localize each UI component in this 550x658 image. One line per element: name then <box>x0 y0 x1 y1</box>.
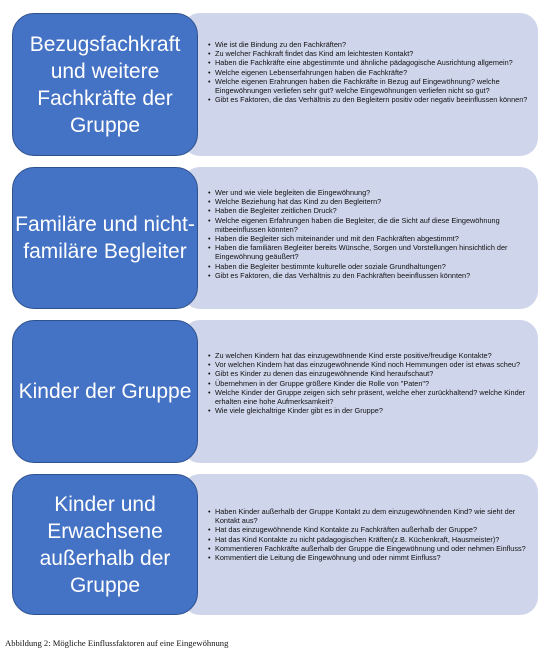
group-1 <box>12 13 538 156</box>
question-item: • Welche Beziehung hat das Kind zu den Begleitern? <box>208 197 528 206</box>
group-4 <box>12 474 538 615</box>
question-item: • Gibt es Faktoren, die das Verhältnis zu den Fachkräften beeinflussen könnten? <box>208 271 528 280</box>
group-2-title: Familäre und nicht-familäre Begleiter <box>15 213 195 263</box>
question-item: • Welche Kinder der Gruppe zeigen sich sehr präsent, welche eher zurückhaltend? welche Kinder erhalten eine hohe Aufmerksamkeit? <box>208 388 528 406</box>
group-3-questions-panel <box>182 320 538 463</box>
group-1-title: Bezugsfachkraft und weitere Fachkräfte der Gruppe <box>29 32 181 137</box>
question-item: • Welche eigenen Lebenserfahrungen haben die Fachkräfte? <box>208 68 528 77</box>
question-item: • Übernehmen in der Gruppe größere Kinder die Rolle von "Paten"? <box>208 379 528 388</box>
question-item: • Hat das einzugewöhnende Kind Kontakte zu Fachkräften außerhalb der Gruppe? <box>208 525 528 534</box>
question-item: • Haben die Begleiter sich miteinander und mit den Fachkräften abgestimmt? <box>208 234 528 243</box>
group-3 <box>12 320 538 463</box>
group-4-question-list <box>208 507 528 562</box>
question-item: • Welche eigenen Erfahrungen haben die Begleiter, die die Sicht auf diese Eingewöhnung mitbeeinflussen könnten? <box>208 216 528 234</box>
group-3-title: Kinder der Gruppe <box>18 380 192 403</box>
group-3-title-box <box>12 320 198 463</box>
group-4-title-box <box>12 474 198 615</box>
group-2-question-list <box>208 188 528 280</box>
group-4-title: Kinder und Erwachsene außerhalb der Gruppe <box>39 492 171 597</box>
question-item: • Haben die Fachkräfte eine abgestimmte und ähnliche pädagogische Ausrichtung allgemein? <box>208 58 528 67</box>
question-item: • Haben Kinder außerhalb der Gruppe Kontakt zu dem einzugewöhnenden Kind? wie sieht der Kontakt aus? <box>208 507 528 525</box>
group-1-questions-panel <box>182 13 538 156</box>
question-item: • Kommentieren Fachkräfte außerhalb der Gruppe die Eingewöhnung und oder nehmen Einfluss? <box>208 544 528 553</box>
group-1-question-list <box>208 40 528 104</box>
question-item: • Wie ist die Bindung zu den Fachkräften? <box>208 40 528 49</box>
group-4-questions-panel <box>182 474 538 615</box>
question-item: • Zu welchen Kindern hat das einzugewöhnende Kind erste positive/freudige Kontakte? <box>208 351 528 360</box>
question-item: • Gibt es Kinder zu denen das einzugewöhnende Kind heraufschaut? <box>208 369 528 378</box>
question-item: • Vor welchen Kindern hat das einzugewöhnende Kind noch Hemmungen oder ist etwas scheu? <box>208 360 528 369</box>
question-item: • Wer und wie viele begleiten die Eingewöhnung? <box>208 188 528 197</box>
question-item: • Welche eigenen Erahrungen haben die Fachkräfte in Bezug auf Eingewöhnung? welche Eingewöhnungen verliefen sehr gut? welche Eingewöhnungen verliefen nicht so gut? <box>208 77 528 95</box>
question-item: • Hat das Kind Kontakte zu nicht pädagogischen Kräften(z.B. Küchenkraft, Hausmeister)? <box>208 535 528 544</box>
question-item: • Zu welcher Fachkraft findet das Kind am leichtesten Kontakt? <box>208 49 528 58</box>
group-3-question-list <box>208 351 528 415</box>
question-item: • Haben die familiären Begleiter bereits Wünsche, Sorgen und Vorstellungen hinsichtlich der Eingewöhnung geäußert? <box>208 243 528 261</box>
question-item: • Wie viele gleichaltrige Kinder gibt es in der Gruppe? <box>208 406 528 415</box>
question-item: • Kommentiert die Leitung die Eingewöhnung und oder nimmt Einfluss? <box>208 553 528 562</box>
question-item: • Haben die Begleiter bestimmte kulturelle oder soziale Grundhaltungen? <box>208 262 528 271</box>
group-2 <box>12 167 538 309</box>
question-item: • Haben die Begleiter zeitlichen Druck? <box>208 206 528 215</box>
group-1-title-box <box>12 13 198 156</box>
group-2-title-box <box>12 167 198 309</box>
figure-caption: Abbildung 2: Mögliche Einflussfaktoren auf eine Eingewöhnung <box>5 638 229 648</box>
question-item: • Gibt es Faktoren, die das Verhältnis zu den Begleitern positiv oder negativ beeinflussen können? <box>208 95 528 104</box>
group-2-questions-panel <box>182 167 538 309</box>
